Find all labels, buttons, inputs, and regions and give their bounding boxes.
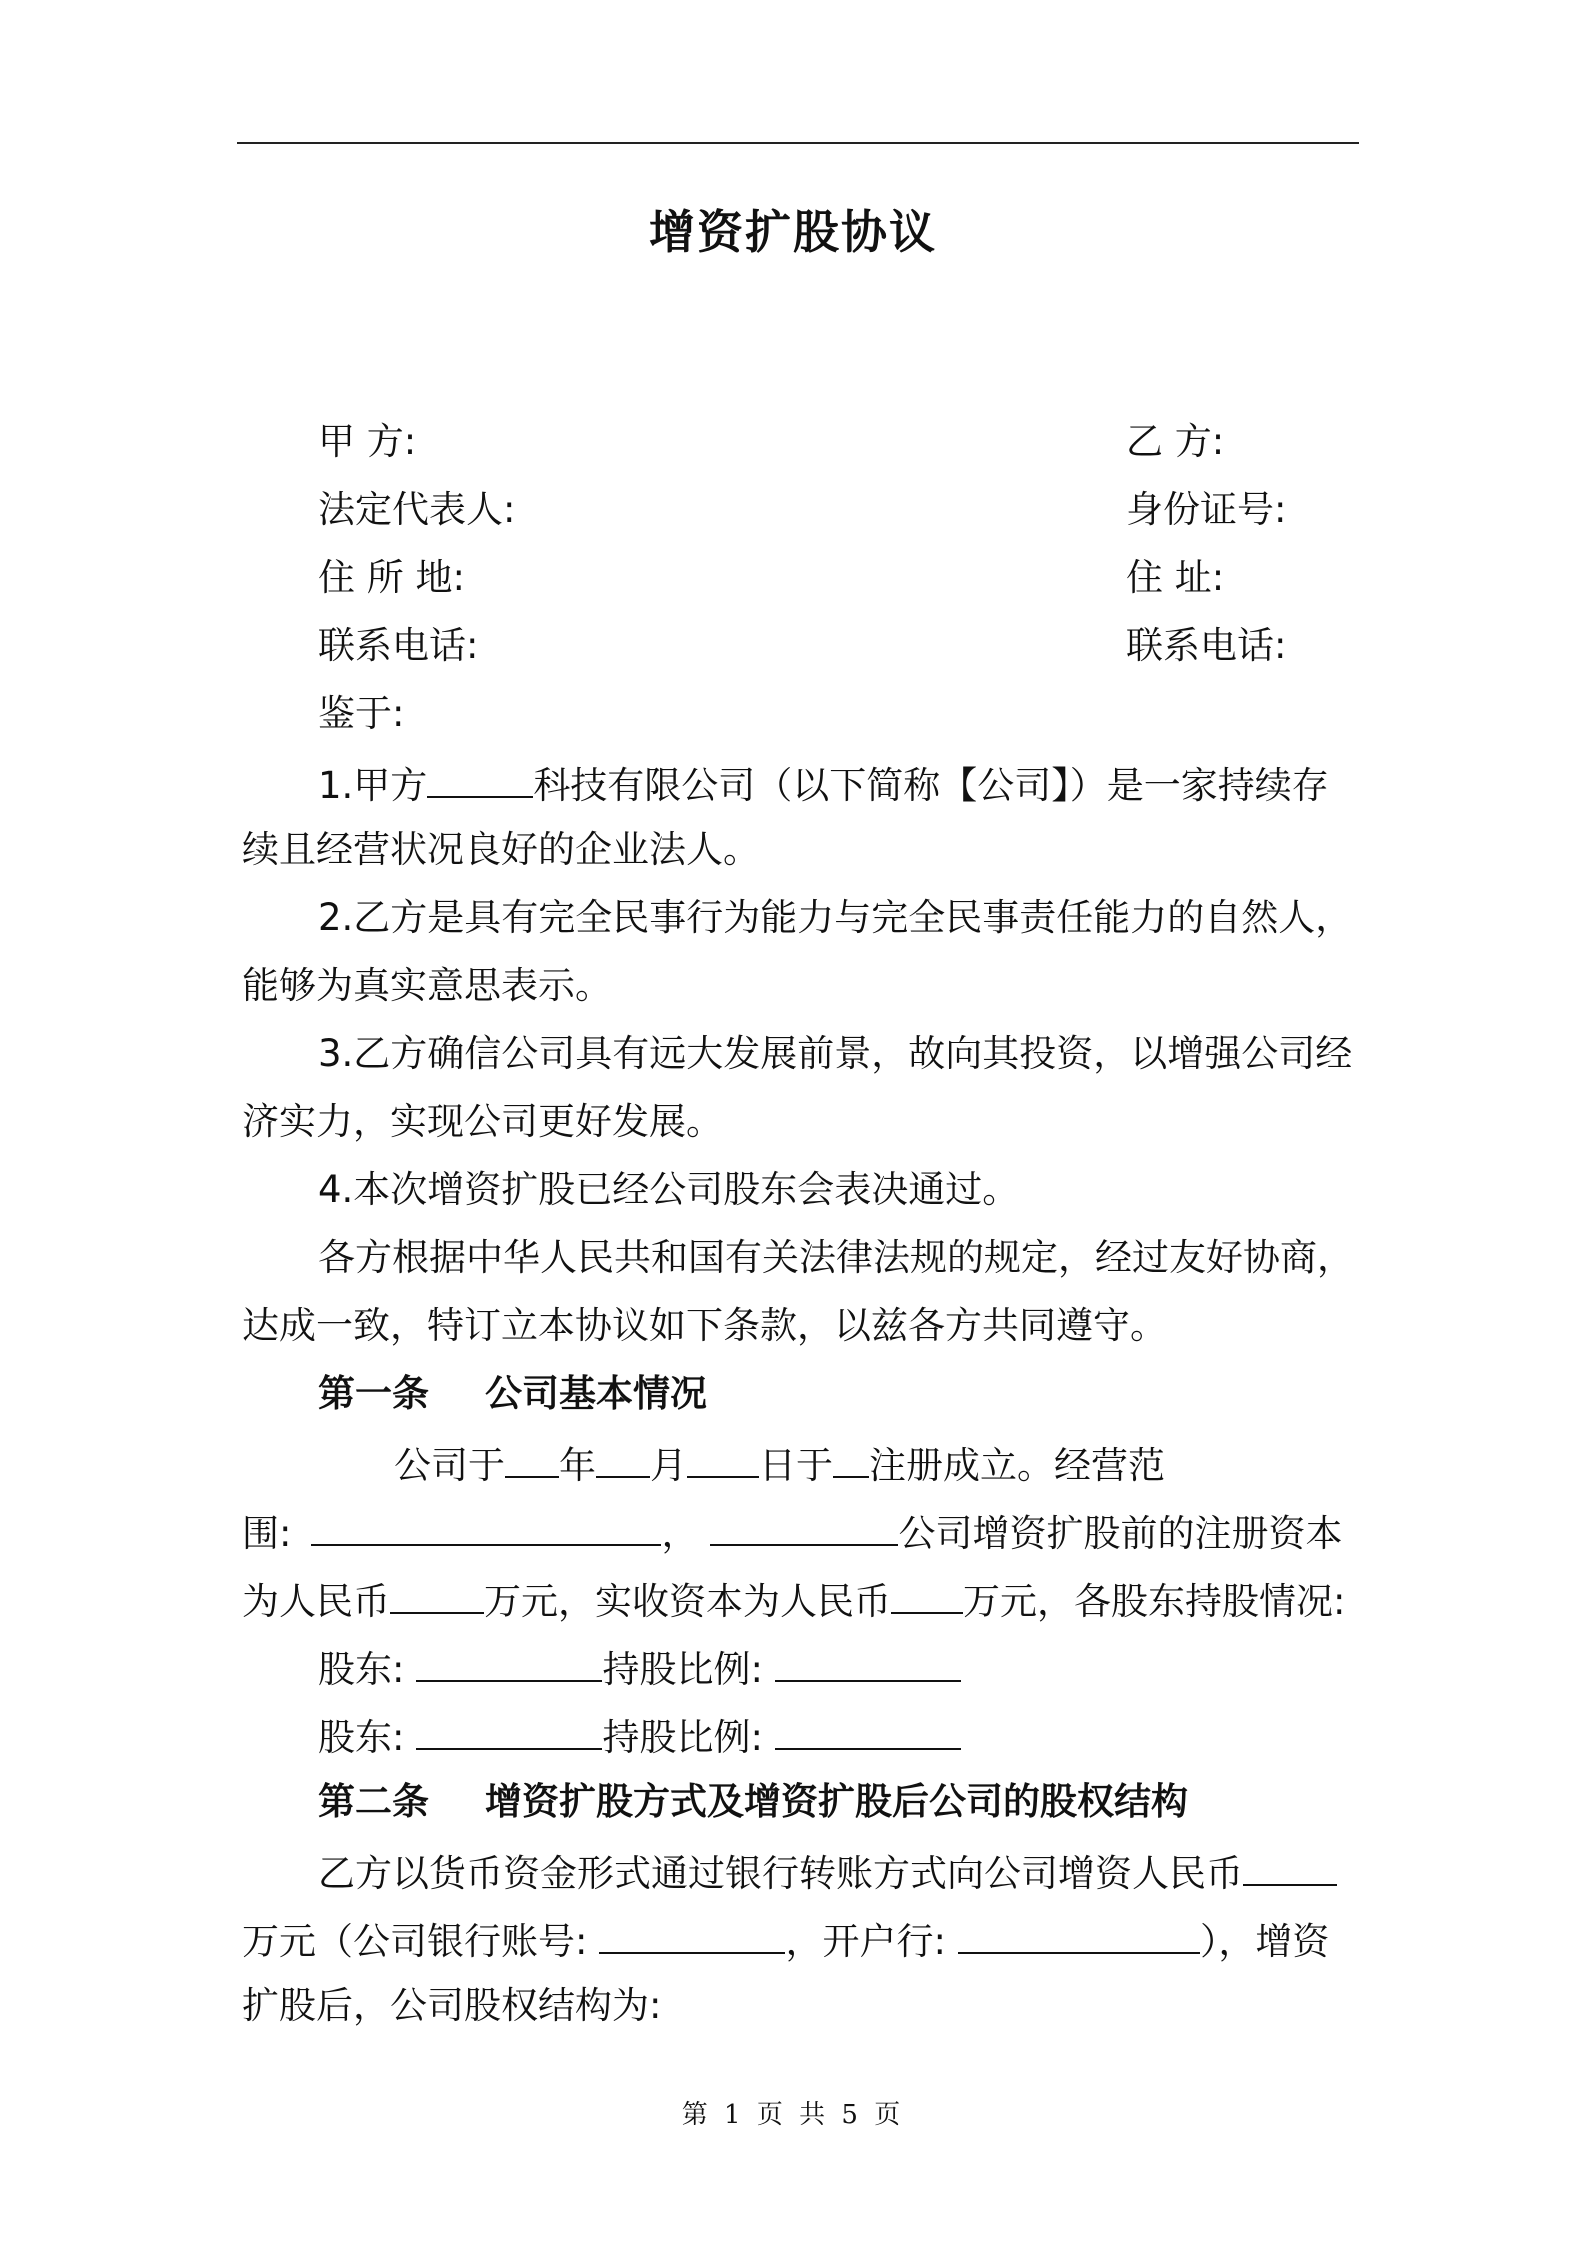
recital-4: 4.本次增资扩股已经公司股东会表决通过。 bbox=[318, 1168, 1020, 1211]
registered-capital-blank[interactable] bbox=[390, 1574, 484, 1614]
recital-1-prefix: 1.甲方 bbox=[318, 764, 428, 807]
page-footer: 第 1 页 共 5 页 bbox=[681, 2100, 905, 2130]
article-1-capital bbox=[242, 1574, 1345, 1626]
registration-place-blank[interactable] bbox=[833, 1438, 869, 1478]
shareholder-name-blank[interactable] bbox=[416, 1642, 602, 1682]
capital-suffix: 万元，各股东持股情况: bbox=[963, 1580, 1346, 1623]
party-a-address-label: 住 所 地: bbox=[318, 556, 465, 599]
scope-comma: ， bbox=[661, 1512, 699, 1555]
shareholder-row-2 bbox=[318, 1710, 961, 1762]
ratio-label: 持股比例: bbox=[602, 1648, 763, 1691]
company-blank[interactable] bbox=[710, 1506, 898, 1546]
article-1-title: 公司基本情况 bbox=[485, 1372, 707, 1415]
shareholder-name-blank[interactable] bbox=[416, 1710, 602, 1750]
company-name-blank[interactable] bbox=[427, 758, 533, 798]
capital-mid: 万元，实收资本为人民币 bbox=[484, 1580, 891, 1623]
party-a-legal-rep-label: 法定代表人: bbox=[318, 488, 516, 531]
article-1-establishment bbox=[394, 1438, 1165, 1490]
shareholder-label: 股东: bbox=[318, 1716, 405, 1759]
establishment-prefix: 公司于 bbox=[394, 1444, 505, 1487]
business-scope-blank[interactable] bbox=[311, 1506, 661, 1546]
recital-1-suffix: 科技有限公司（以下简称【公司】）是一家持续存 bbox=[533, 764, 1329, 807]
party-b-id-label: 身份证号: bbox=[1126, 488, 1287, 531]
day-blank[interactable] bbox=[687, 1438, 759, 1478]
shareholder-row-1 bbox=[318, 1642, 961, 1694]
party-b-label: 乙 方: bbox=[1126, 420, 1225, 463]
recital-2-line-1: 2.乙方是具有完全民事行为能力与完全民事责任能力的自然人， bbox=[318, 896, 1353, 939]
article-2-heading bbox=[318, 1778, 1188, 1826]
year-label: 年 bbox=[559, 1444, 596, 1487]
account-prefix: 万元（公司银行账号: bbox=[242, 1920, 588, 1963]
recital-1-line-1 bbox=[318, 758, 1329, 810]
account-suffix: ），增资 bbox=[1199, 1920, 1330, 1963]
shareholder-label: 股东: bbox=[318, 1648, 405, 1691]
article-1-heading bbox=[318, 1370, 707, 1418]
party-a-phone-label: 联系电话: bbox=[318, 624, 479, 667]
article-1-scope bbox=[242, 1506, 1342, 1558]
scope-prefix: 围: bbox=[242, 1512, 292, 1555]
capital-prefix: 为人民币 bbox=[242, 1580, 390, 1623]
article-2-line-3: 扩股后，公司股权结构为: bbox=[242, 1984, 662, 2027]
article-2-line-2 bbox=[242, 1914, 1329, 1966]
recital-1-line-2: 续且经营状况良好的企业法人。 bbox=[242, 828, 760, 871]
article-1-number: 第一条 bbox=[318, 1372, 429, 1415]
ratio-blank[interactable] bbox=[775, 1710, 961, 1750]
preamble-line-1: 各方根据中华人民共和国有关法律法规的规定，经过友好协商， bbox=[318, 1236, 1354, 1279]
article-2-title: 增资扩股方式及增资扩股后公司的股权结构 bbox=[485, 1780, 1188, 1823]
article-2-line-1 bbox=[318, 1846, 1337, 1898]
capital-text: 公司增资扩股前的注册资本 bbox=[898, 1512, 1343, 1555]
preamble-line-2: 达成一致，特订立本协议如下条款，以兹各方共同遵守。 bbox=[242, 1304, 1167, 1347]
investment-amount-blank[interactable] bbox=[1243, 1846, 1337, 1886]
header-rule bbox=[237, 142, 1359, 144]
ratio-label: 持股比例: bbox=[602, 1716, 763, 1759]
whereas-label: 鉴于: bbox=[318, 692, 405, 735]
month-label: 月 bbox=[650, 1444, 687, 1487]
party-b-address-label: 住 址: bbox=[1126, 556, 1225, 599]
bank-name-blank[interactable] bbox=[958, 1914, 1200, 1954]
recital-2-line-2: 能够为真实意思表示。 bbox=[242, 964, 612, 1007]
article-2-text-1: 乙方以货币资金形式通过银行转账方式向公司增资人民币 bbox=[318, 1852, 1243, 1895]
party-b-phone-label: 联系电话: bbox=[1126, 624, 1287, 667]
ratio-blank[interactable] bbox=[775, 1642, 961, 1682]
recital-3-line-1: 3.乙方确信公司具有远大发展前景，故向其投资，以增强公司经 bbox=[318, 1032, 1353, 1075]
bank-account-blank[interactable] bbox=[599, 1914, 785, 1954]
paid-in-capital-blank[interactable] bbox=[891, 1574, 963, 1614]
document-title: 增资扩股协议 bbox=[649, 205, 937, 259]
recital-3-line-2: 济实力，实现公司更好发展。 bbox=[242, 1100, 723, 1143]
establishment-suffix: 注册成立。经营范 bbox=[869, 1444, 1165, 1487]
party-a-label: 甲 方: bbox=[318, 420, 417, 463]
day-label: 日于 bbox=[759, 1444, 833, 1487]
article-2-number: 第二条 bbox=[318, 1780, 429, 1823]
year-blank[interactable] bbox=[505, 1438, 559, 1478]
bank-label: ，开户行: bbox=[785, 1920, 946, 1963]
month-blank[interactable] bbox=[596, 1438, 650, 1478]
